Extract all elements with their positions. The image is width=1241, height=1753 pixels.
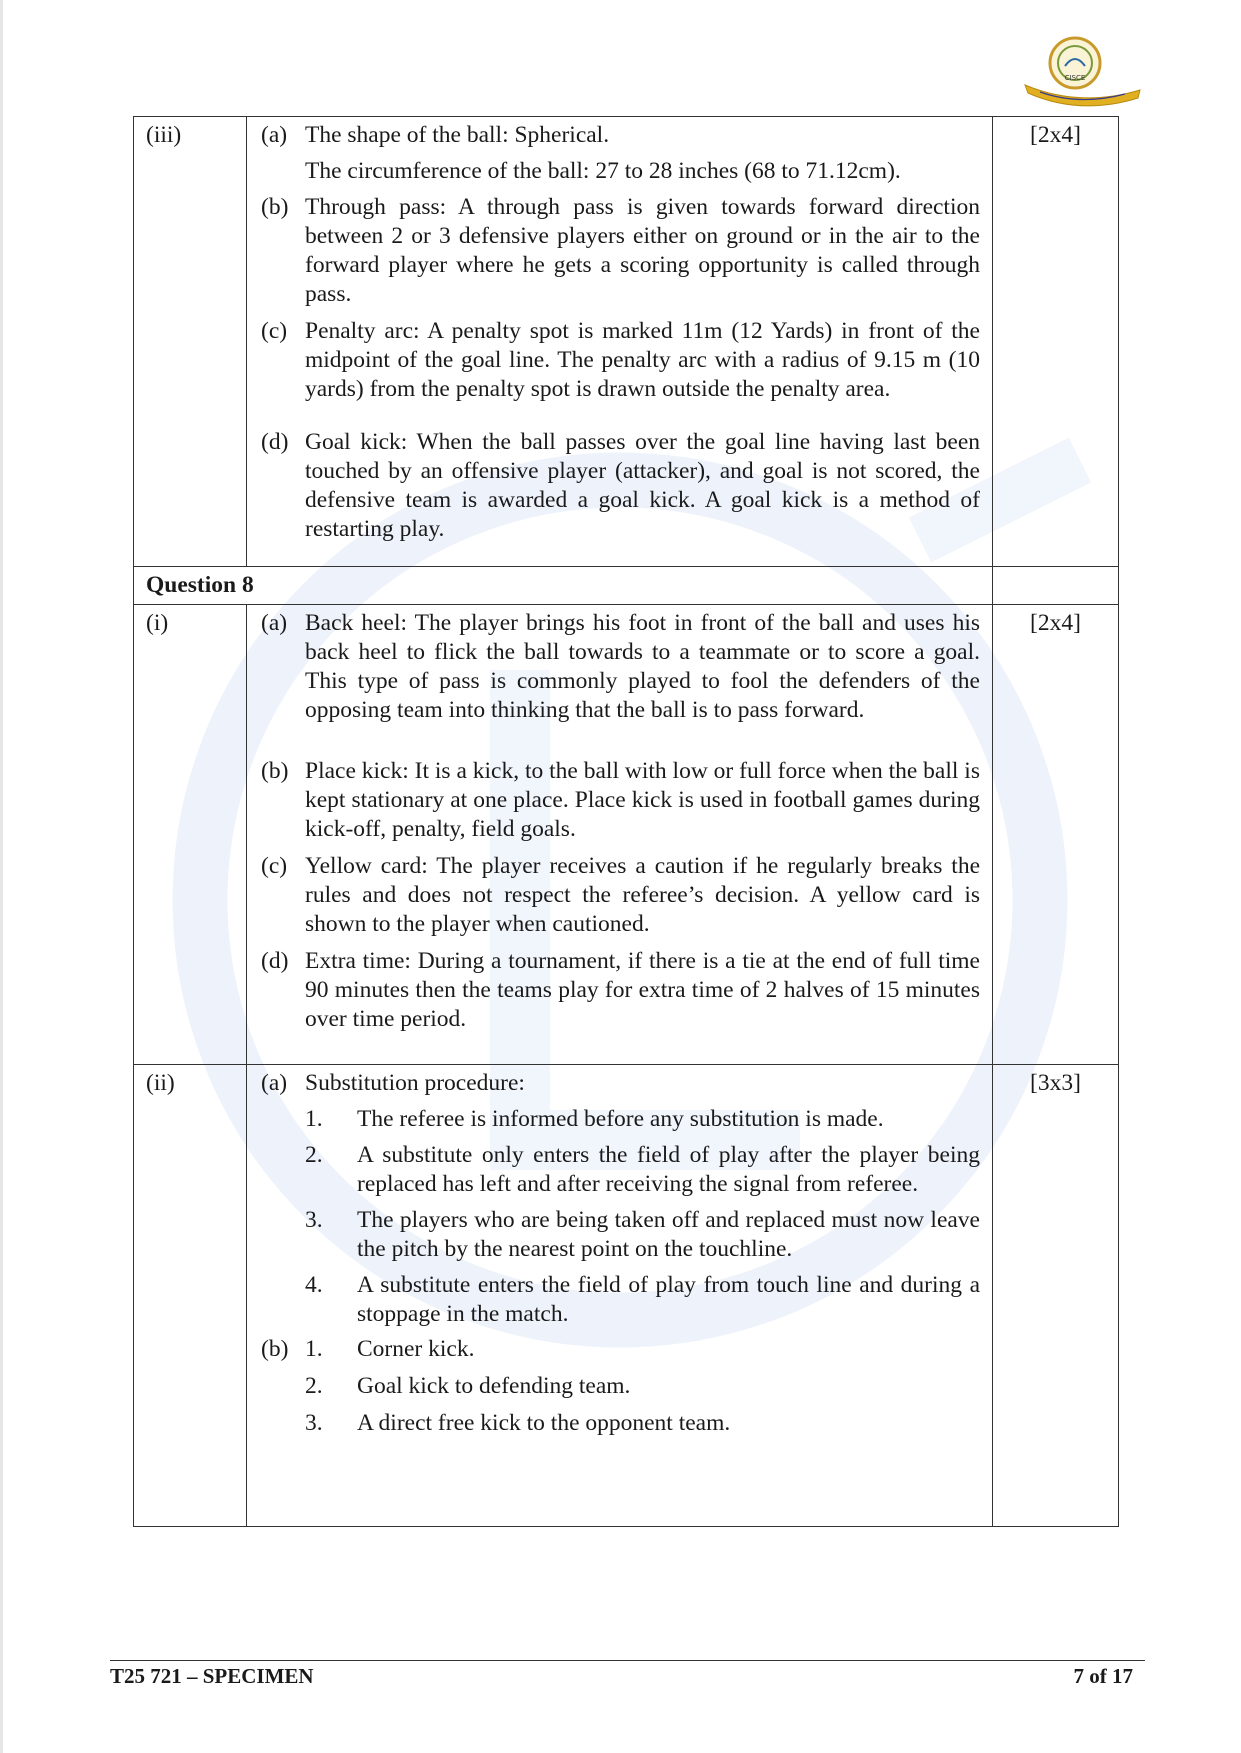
list-number: 2. <box>305 1373 323 1399</box>
part-label: (a) <box>261 1070 288 1096</box>
answer-text: Yellow card: The player receives a caution if he regularly breaks the rules and does not respect the referee’s decision. A yellow card is shown to the player when cautioned. <box>305 853 980 937</box>
part-label: (b) <box>261 1336 289 1362</box>
sub-question-label: (iii) <box>134 117 247 567</box>
answer-text: The shape of the ball: Spherical. <box>305 122 610 148</box>
table-row <box>134 605 1119 1065</box>
list-text: A substitute enters the field of play from touch line and during a stoppage in the match. <box>357 1272 980 1327</box>
marking-scheme-table <box>133 116 1119 1527</box>
answer-part <box>259 317 980 404</box>
list-item <box>305 1372 980 1401</box>
list-item <box>305 1141 980 1199</box>
answer-text: Extra time: During a tournament, if there is a tie at the end of full time 90 minutes then the teams play for extra time of 2 halves of 15 minutes over time period. <box>305 948 980 1032</box>
table-row <box>134 1065 1119 1527</box>
footer-divider <box>110 1660 1145 1661</box>
list-item <box>305 1105 980 1134</box>
list-text: A substitute only enters the field of play after the player being replaced has left and after receiving the signal from referee. <box>357 1142 980 1197</box>
list-number: 1. <box>305 1106 323 1132</box>
list-item <box>305 1271 980 1329</box>
scan-edge <box>0 0 3 1753</box>
question-heading: Question 8 <box>134 567 993 605</box>
answer-part <box>259 1335 980 1438</box>
list-number: 3. <box>305 1207 323 1233</box>
answer-text: The circumference of the ball: 27 to 28 inches (68 to 71.12cm). <box>305 158 901 184</box>
answer-text: Back heel: The player brings his foot in front of the ball and uses his back heel to flick the ball towards to a teammate or to score a goal. This type of pass is commonly played to fool the defenders of the opposing team into thinking that the ball is to pass forward. <box>305 610 980 723</box>
cisce-logo <box>1020 30 1145 112</box>
answer-part <box>259 757 980 844</box>
answer-part <box>259 1069 980 1329</box>
part-label: (c) <box>261 318 288 344</box>
answer-part <box>259 947 980 1034</box>
table-row <box>134 117 1119 567</box>
part-label: (b) <box>261 194 289 220</box>
list-number: 1. <box>305 1336 323 1362</box>
answer-cell <box>247 605 993 1065</box>
answer-cell <box>247 1065 993 1527</box>
list-item <box>305 1409 980 1438</box>
part-label: (d) <box>261 948 289 974</box>
list-number: 3. <box>305 1410 323 1436</box>
list-text: Corner kick. <box>357 1336 475 1362</box>
list-number: 4. <box>305 1272 323 1298</box>
answer-part <box>259 193 980 309</box>
list-text: A direct free kick to the opponent team. <box>357 1410 731 1436</box>
answer-part <box>259 121 980 186</box>
answer-part <box>259 428 980 544</box>
table-row <box>134 567 1119 605</box>
answer-text: Place kick: It is a kick, to the ball with low or full force when the ball is kept stationary at one place. Place kick is used in football games during kick-off, penalty, field goals. <box>305 758 980 842</box>
list-text: The players who are being taken off and replaced must now leave the pitch by the nearest point on the touchline. <box>357 1207 980 1262</box>
answer-text: Goal kick: When the ball passes over the goal line having last been touched by an offensive player (attacker), and goal is not scored, the defensive team is awarded a goal kick. A goal kick is a method of restarting play. <box>305 429 980 542</box>
marks-allocation: [2x4] <box>993 117 1119 567</box>
list-item <box>305 1206 980 1264</box>
answer-part <box>259 852 980 939</box>
sub-question-label: (ii) <box>134 1065 247 1527</box>
part-label: (a) <box>261 610 288 636</box>
part-label: (d) <box>261 429 289 455</box>
page-number: 7 of 17 <box>1073 1664 1133 1688</box>
part-label: (a) <box>261 122 288 148</box>
list-text: Goal kick to defending team. <box>357 1373 631 1399</box>
marks-allocation: [2x4] <box>993 605 1119 1065</box>
list-number: 2. <box>305 1142 323 1168</box>
list-item <box>305 1335 980 1364</box>
paper-code: T25 721 – SPECIMEN <box>110 1664 314 1688</box>
answer-text: Through pass: A through pass is given towards forward direction between 2 or 3 defensive players either on ground or in the air to the forward player where he gets a scoring opportunity is called through pass. <box>305 194 980 307</box>
part-label: (c) <box>261 853 288 879</box>
list-text: The referee is informed before any substitution is made. <box>357 1106 884 1132</box>
answer-text: Penalty arc: A penalty spot is marked 11m (12 Yards) in front of the midpoint of the goal line. The penalty arc with a radius of 9.15 m (10 yards) from the penalty spot is drawn outside the penalty area. <box>305 318 980 402</box>
part-label: (b) <box>261 758 289 784</box>
logo-text: CISCE <box>1064 74 1086 82</box>
marks-allocation: [3x3] <box>993 1065 1119 1527</box>
sub-question-label: (i) <box>134 605 247 1065</box>
answer-cell <box>247 117 993 567</box>
answer-text: Substitution procedure: <box>305 1070 525 1096</box>
answer-part <box>259 609 980 725</box>
